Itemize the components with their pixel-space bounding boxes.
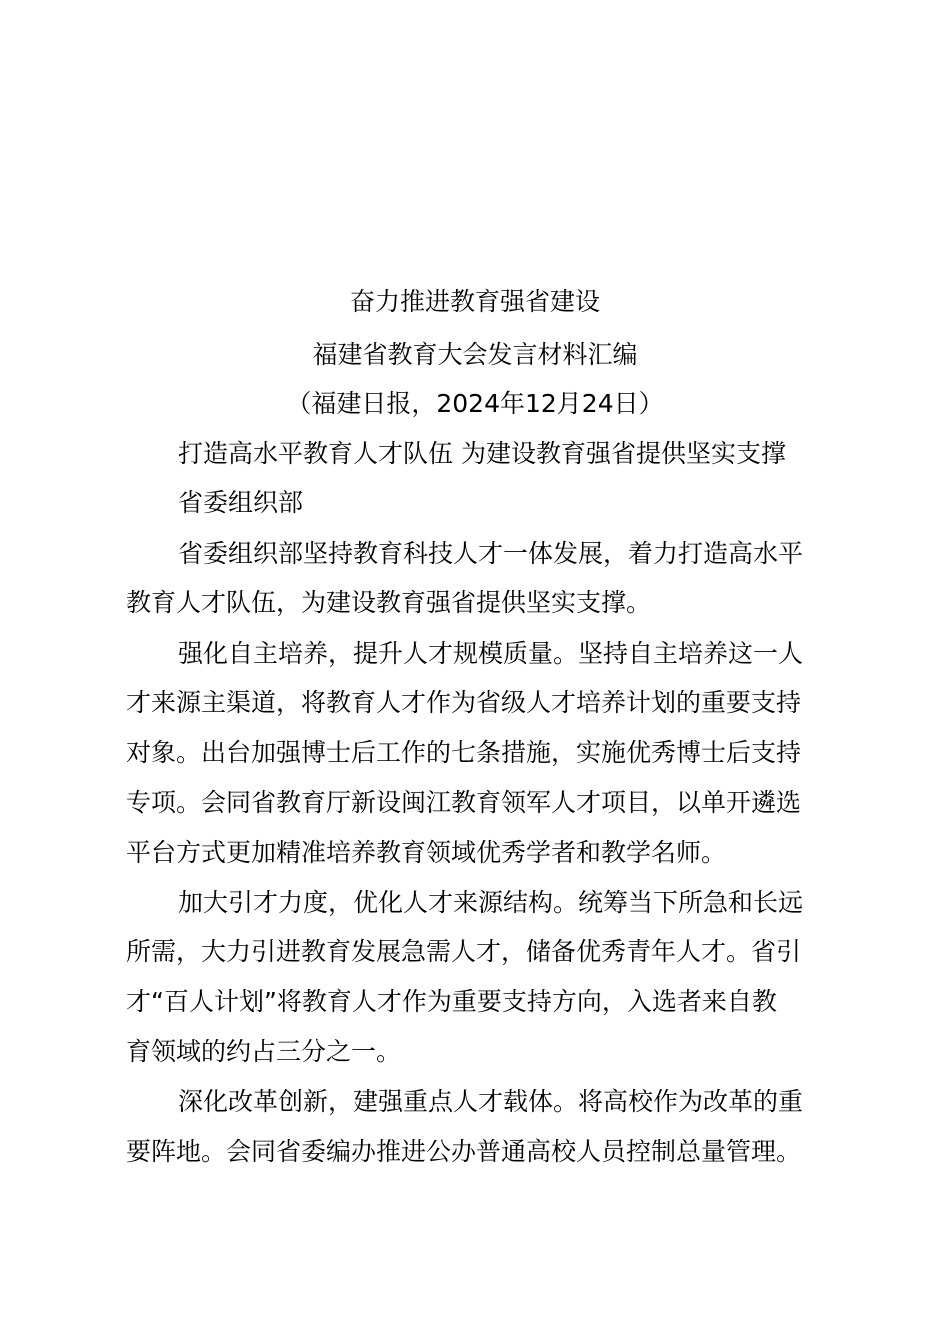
paragraph-line: 对象。出台加强博士后工作的七条措施，实施优秀博士后支持	[126, 738, 802, 767]
paragraph-line: 教育人才队伍，为建设教育强省提供坚实支撑。	[126, 588, 652, 617]
paragraph-line: 强化自主培养，提升人才规模质量。坚持自主培养这一人	[178, 639, 804, 668]
paragraph-line: 专项。会同省教育厅新设闽江教育领军人才项目，以单开遴选	[126, 788, 802, 817]
paragraph-line: 省委组织部坚持教育科技人才一体发展，着力打造高水平	[178, 539, 804, 568]
paragraph-line: 深化改革创新，建强重点人才载体。将高校作为改革的重	[178, 1087, 804, 1116]
paragraph-line: 育领域的约占三分之一。	[126, 1037, 402, 1066]
paragraph-line: 才来源主渠道，将教育人才作为省级人才培养计划的重要支持	[126, 688, 802, 717]
article-author: 省委组织部	[178, 488, 304, 517]
paragraph-line: 加大引才力度，优化人才来源结构。统筹当下所急和长远	[178, 888, 804, 917]
document-source: （福建日报，2024年12月24日）	[286, 389, 664, 418]
document-title: 奋力推进教育强省建设	[349, 287, 600, 316]
document-subtitle: 福建省教育大会发言材料汇编	[312, 340, 638, 369]
article-heading: 打造高水平教育人才队伍 为建设教育强省提供坚实支撑	[178, 439, 786, 468]
paragraph-line: 要阵地。会同省委编办推进公办普通高校人员控制总量管理。	[126, 1137, 802, 1166]
paragraph-line: 所需，大力引进教育发展急需人才，储备优秀青年人才。省引	[126, 937, 802, 966]
paragraph-line: 才“百人计划”将教育人才作为重要支持方向，入选者来自教	[126, 987, 777, 1016]
paragraph-line: 平台方式更加精准培养教育领域优秀学者和教学名师。	[126, 838, 727, 867]
